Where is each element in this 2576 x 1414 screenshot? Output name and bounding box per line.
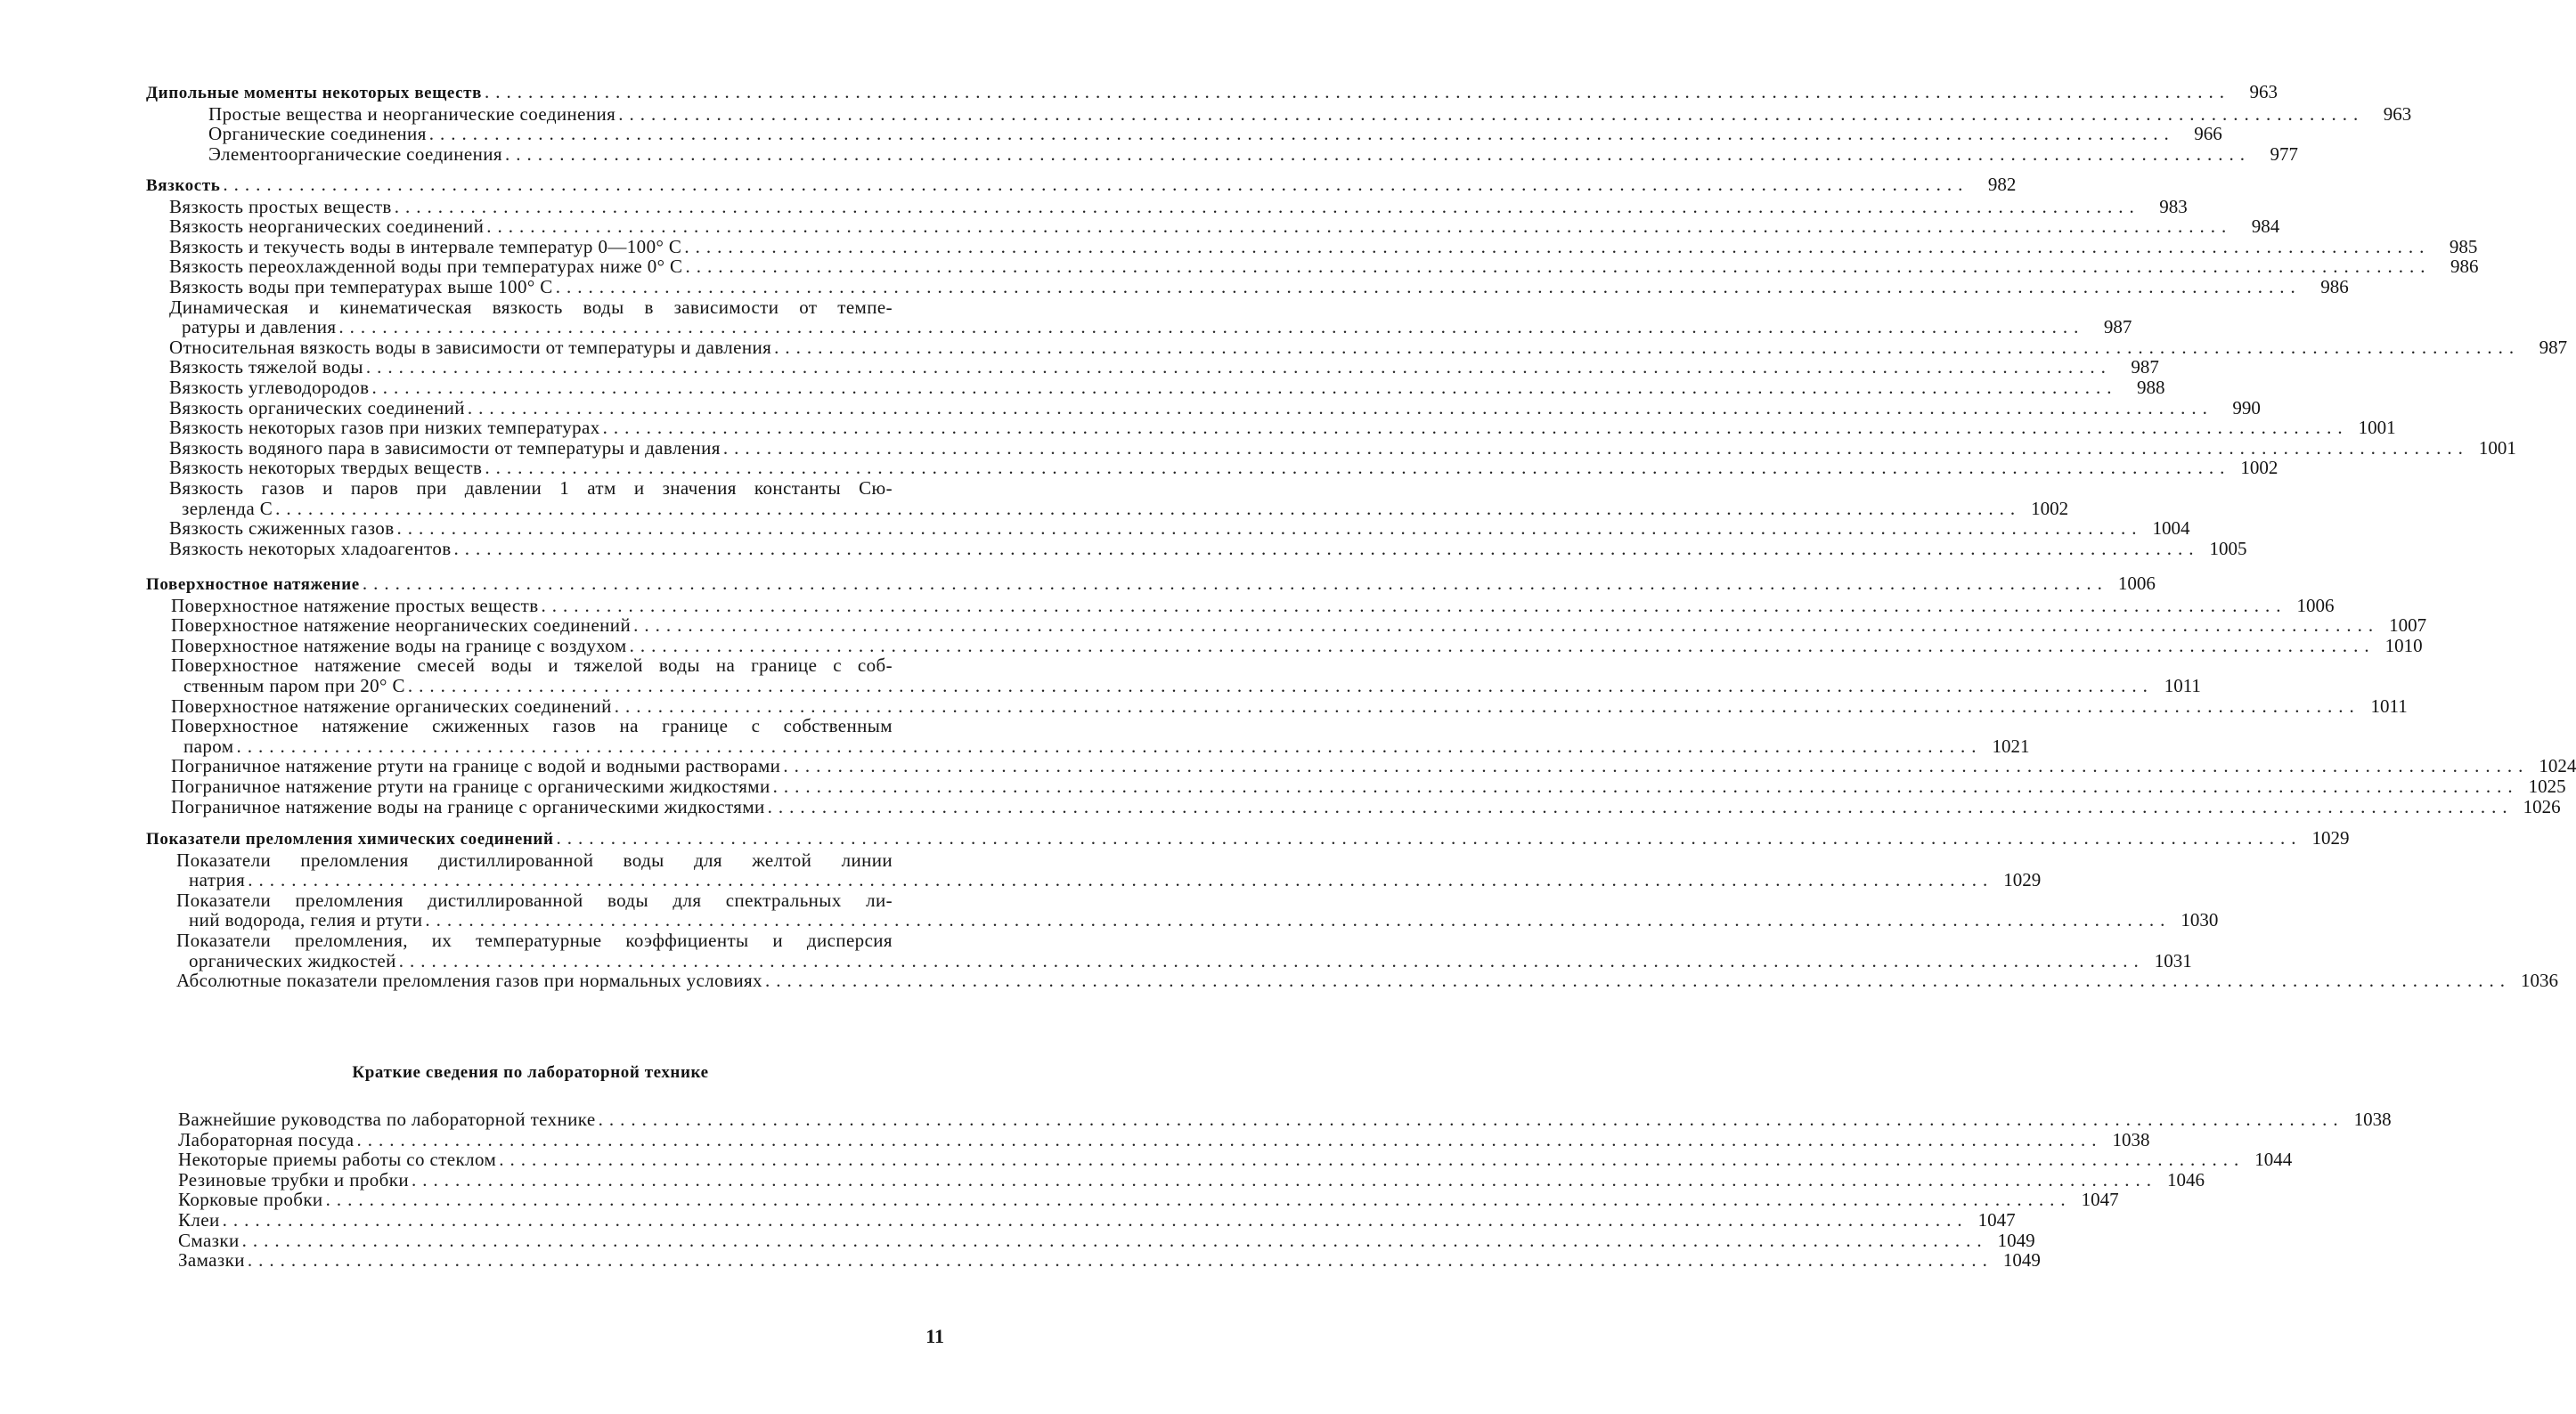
page-ref: 987: [2103, 316, 2132, 338]
toc-entry-wrapped: [146, 929, 2192, 971]
entry-text: Пограничное натяжение воды на границе с органическими жидкостями: [171, 795, 765, 817]
entry-text: Вязкость неорганических соединений: [169, 215, 485, 238]
entry-text-line: Показатели преломления дистиллированной воды для желтой линии: [176, 849, 893, 871]
toc-entry: [146, 537, 2247, 559]
toc-heading: [146, 81, 2278, 104]
heading-text: Поверхностное натяжение: [146, 575, 360, 594]
page-ref: 1046: [2166, 1168, 2205, 1191]
toc-entry: [146, 634, 2423, 656]
toc-entry: [146, 275, 2349, 297]
page-ref: 988: [2136, 376, 2165, 398]
toc-section-surface-tension: [146, 573, 2576, 817]
leader-dots: ................................................................................................................................................................: [772, 775, 2519, 797]
entry-text: Органические соединения: [208, 123, 427, 145]
toc-heading: [146, 827, 2350, 850]
entry-text: Резиновые трубки и пробки: [178, 1168, 409, 1191]
page-ref: 982: [1987, 174, 2017, 195]
entry-text: органических жидкостей: [189, 949, 396, 971]
entry-text: Поверхностное натяжение воды на границе с воздухом: [171, 634, 627, 656]
entry-text: Лабораторная посуда: [178, 1128, 355, 1150]
entry-text: Важнейшие руководства по лабораторной технике: [178, 1109, 596, 1130]
page-number: 11: [925, 1325, 944, 1347]
leader-dots: ................................................................................................................................................................: [325, 1189, 2072, 1211]
page-ref: 1031: [2154, 949, 2192, 971]
leader-dots: ................................................................................................................................................................: [685, 256, 2432, 278]
leader-dots: ................................................................................................................................................................: [684, 235, 2431, 257]
entry-text: Поверхностное натяжение простых веществ: [171, 594, 539, 616]
toc-entry: [146, 457, 2278, 479]
toc-entry: [146, 795, 2561, 817]
page-ref: 1006: [2117, 573, 2156, 594]
page-ref: 987: [2131, 356, 2159, 378]
leader-dots: ................................................................................................................................................................: [411, 1168, 2157, 1191]
toc-entry: [146, 970, 2558, 992]
leader-dots: ................................................................................................................................................................: [467, 396, 2213, 419]
toc-entry: [146, 1229, 2035, 1251]
entry-text-line: Вязкость газов и паров при давлении 1 атм и значения константы Сю-: [169, 476, 893, 499]
entry-text: Вязкость воды при температурах выше 100° С: [169, 275, 553, 297]
leader-dots: ................................................................................................................................................................: [541, 594, 2287, 616]
page-ref: 1029: [2311, 827, 2350, 849]
leader-dots: ................................................................................................................................................................: [764, 970, 2511, 992]
leader-dots: ................................................................................................................................................................: [247, 1249, 1993, 1272]
page-ref: 1029: [2003, 869, 2042, 891]
page-ref: 1001: [2478, 436, 2516, 459]
toc-entry: [146, 376, 2165, 398]
leader-dots: ................................................................................................................................................................: [774, 336, 2521, 358]
toc-entry: [146, 102, 2412, 125]
leader-dots: ................................................................................................................................................................: [222, 1208, 1969, 1231]
toc-entry: [146, 1189, 2119, 1211]
entry-text: Вязкость и текучесть воды в интервале температур 0—100° С: [169, 235, 682, 257]
toc-heading: [146, 174, 2017, 197]
entry-text: Клеи: [178, 1208, 220, 1231]
toc-entry: [146, 235, 2478, 257]
leader-dots: ................................................................................................................................................................: [633, 614, 2380, 637]
toc-section-viscosity: [146, 174, 2568, 559]
entry-text: Вязкость сжиженных газов: [169, 517, 395, 540]
toc-entry: [146, 755, 2576, 777]
leader-dots: ................................................................................................................................................................: [722, 436, 2469, 459]
leader-dots: ................................................................................................................................................................: [504, 142, 2251, 165]
leader-dots: ................................................................................................................................................................: [484, 81, 2230, 102]
entry-text-line: Показатели преломления дистиллированной воды для спектральных ли-: [176, 889, 893, 911]
leader-dots: ................................................................................................................................................................: [555, 275, 2302, 297]
lab-section-title: Краткие сведения по лабораторной технике: [352, 1063, 709, 1082]
entry-continuation: [171, 674, 2201, 696]
leader-dots: ................................................................................................................................................................: [598, 1109, 2344, 1130]
page-ref: 1038: [2112, 1128, 2150, 1150]
entry-text: Вязкость тяжелой воды: [169, 356, 363, 378]
toc-entry-wrapped: [146, 889, 2219, 931]
entry-text: ратуры и давления: [182, 316, 337, 338]
leader-dots: ................................................................................................................................................................: [248, 869, 1994, 891]
page-ref: 1002: [2240, 457, 2278, 479]
page-ref: 1049: [1997, 1229, 2035, 1251]
page-ref: 1047: [1977, 1208, 2016, 1231]
leader-dots: ................................................................................................................................................................: [236, 735, 1983, 757]
leader-dots: ................................................................................................................................................................: [362, 573, 2108, 594]
entry-continuation: [169, 497, 2069, 519]
entry-text: Пограничное натяжение ртути на границе с органическими жидкостями: [171, 775, 770, 797]
entry-text-line: Показатели преломления, их температурные коэффициенты и дисперсия: [176, 929, 893, 951]
entry-text: Некоторые приемы работы со стеклом: [178, 1149, 497, 1171]
entry-continuation: [176, 909, 2219, 931]
toc-entry: [146, 417, 2396, 439]
page-ref: 977: [2270, 142, 2298, 165]
entry-text: Простые вещества и неорганические соединения: [208, 102, 616, 125]
entry-text: Вязкость органических соединений: [169, 396, 465, 419]
page-ref: 1011: [2370, 695, 2408, 717]
entry-text: Вязкость простых веществ: [169, 195, 392, 217]
toc-section-dipole: [146, 81, 2412, 165]
entry-text: зерленда С: [182, 497, 273, 519]
toc-entry-wrapped: [146, 715, 2030, 757]
page-ref: 966: [2194, 123, 2222, 145]
entry-text: Смазки: [178, 1229, 240, 1251]
entry-text: Вязкость переохлажденной воды при температурах ниже 0° С: [169, 256, 683, 278]
page-ref: 1007: [2389, 614, 2427, 637]
toc-entry: [146, 396, 2261, 419]
toc-entry: [146, 142, 2298, 165]
toc-entry: [146, 695, 2408, 717]
leader-dots: ................................................................................................................................................................: [614, 695, 2360, 717]
entry-text: Элементоорганические соединения: [208, 142, 502, 165]
leader-dots: ................................................................................................................................................................: [486, 215, 2233, 238]
leader-dots: ................................................................................................................................................................: [407, 674, 2154, 696]
page-ref: 1004: [2152, 517, 2190, 540]
page-ref: 1006: [2296, 594, 2335, 616]
page-ref: 990: [2232, 396, 2261, 419]
toc-entry: [146, 1128, 2150, 1150]
page-ref: 1002: [2031, 497, 2069, 519]
toc-section-refraction: [146, 827, 2558, 992]
entry-text: Вязкость некоторых газов при низких температурах: [169, 417, 600, 439]
page-ref: 1047: [2081, 1189, 2119, 1211]
page-ref: 1001: [2358, 417, 2396, 439]
toc-entry: [146, 356, 2159, 378]
toc-entry: [146, 123, 2222, 145]
entry-continuation: [176, 869, 2042, 891]
page-ref: 984: [2251, 215, 2280, 238]
leader-dots: ................................................................................................................................................................: [398, 949, 2145, 971]
entry-continuation: [171, 735, 2030, 757]
entry-text: Вязкость водяного пара в зависимости от температуры и давления: [169, 436, 721, 459]
entry-continuation: [169, 316, 2132, 338]
leader-dots: ................................................................................................................................................................: [602, 417, 2349, 439]
entry-text: натрия: [189, 869, 246, 891]
page-ref: 987: [2539, 336, 2568, 358]
toc-entry-wrapped: [146, 654, 2201, 696]
toc-entry-wrapped: [146, 476, 2069, 519]
leader-dots: ................................................................................................................................................................: [394, 195, 2140, 217]
page-ref: 963: [2383, 102, 2412, 125]
entry-text: Вязкость некоторых твердых веществ: [169, 457, 483, 479]
page-ref: 1021: [1992, 735, 2030, 757]
entry-text: Относительная вязкость воды в зависимости от температуры и давления: [169, 336, 772, 358]
page-ref: 963: [2249, 81, 2278, 102]
heading-text: Показатели преломления химических соединений: [146, 830, 554, 849]
entry-text-line: Динамическая и кинематическая вязкость воды в зависимости от темпе-: [169, 296, 893, 318]
toc-entry: [146, 215, 2280, 238]
leader-dots: ................................................................................................................................................................: [396, 517, 2143, 540]
page-ref: 1044: [2254, 1149, 2293, 1171]
leader-dots: ................................................................................................................................................................: [453, 537, 2200, 559]
toc-entry: [146, 436, 2516, 459]
leader-dots: ................................................................................................................................................................: [241, 1229, 1988, 1251]
leader-dots: ................................................................................................................................................................: [338, 316, 2085, 338]
leader-dots: ................................................................................................................................................................: [371, 376, 2118, 398]
entry-text: ственным паром при 20° С: [183, 674, 405, 696]
entry-text: Замазки: [178, 1249, 245, 1272]
page-ref: 1025: [2528, 775, 2566, 797]
page-ref: 986: [2320, 275, 2349, 297]
page-ref: 1036: [2520, 970, 2558, 992]
toc-entry: [146, 517, 2190, 540]
toc-entry: [146, 1249, 2041, 1272]
entry-text: Поверхностное натяжение неорганических соединений: [171, 614, 632, 637]
toc-entry: [146, 1109, 2392, 1130]
entry-continuation: [176, 949, 2192, 971]
page-ref: 1030: [2181, 909, 2219, 931]
leader-dots: ................................................................................................................................................................: [618, 102, 2365, 125]
toc-entry: [146, 195, 2188, 217]
toc-entry: [146, 1208, 2016, 1231]
toc-entry-wrapped: [146, 849, 2042, 891]
entry-text: Пограничное натяжение ртути на границе с водой и водными растворами: [171, 755, 781, 777]
toc-entry: [146, 1149, 2293, 1171]
entry-text: Абсолютные показатели преломления газов при нормальных условиях: [176, 970, 762, 992]
entry-text: Корковые пробки: [178, 1189, 323, 1211]
page-ref: 1049: [2002, 1249, 2041, 1272]
leader-dots: ................................................................................................................................................................: [767, 795, 2514, 817]
page-ref: 1010: [2384, 634, 2423, 656]
entry-text: Вязкость некоторых хладоагентов: [169, 537, 452, 559]
leader-dots: ................................................................................................................................................................: [275, 497, 2022, 519]
toc-entry: [146, 594, 2335, 616]
leader-dots: ................................................................................................................................................................: [428, 123, 2175, 145]
leader-dots: ................................................................................................................................................................: [356, 1128, 2103, 1150]
page-ref: 1038: [2353, 1109, 2392, 1130]
page-ref: 1026: [2523, 795, 2561, 817]
toc-entry: [146, 1168, 2205, 1191]
leader-dots: ................................................................................................................................................................: [556, 827, 2303, 849]
toc-entry: [146, 336, 2568, 358]
page-ref: 1005: [2209, 537, 2247, 559]
page-ref: 983: [2159, 195, 2188, 217]
toc-entry-wrapped: [146, 296, 2132, 338]
leader-dots: ................................................................................................................................................................: [499, 1149, 2246, 1171]
leader-dots: ................................................................................................................................................................: [425, 909, 2172, 931]
entry-text: Вязкость углеводородов: [169, 376, 370, 398]
leader-dots: ................................................................................................................................................................: [783, 755, 2530, 777]
toc-entry: [146, 256, 2479, 278]
leader-dots: ................................................................................................................................................................: [629, 634, 2376, 656]
leader-dots: ................................................................................................................................................................: [223, 174, 1969, 195]
entry-text-line: Поверхностное натяжение смесей воды и тяжелой воды на границе с соб-: [171, 654, 893, 677]
page-ref: 986: [2450, 256, 2479, 278]
page-ref: 985: [2449, 235, 2478, 257]
toc-entry: [146, 614, 2427, 637]
leader-dots: ................................................................................................................................................................: [485, 457, 2231, 479]
toc-entry: [146, 775, 2566, 797]
entry-text: паром: [183, 735, 234, 757]
entry-text: ний водорода, гелия и ртути: [189, 909, 423, 931]
leader-dots: ................................................................................................................................................................: [365, 356, 2112, 378]
toc-section-lab: [146, 1109, 2392, 1272]
heading-text: Дипольные моменты некоторых веществ: [146, 84, 482, 102]
heading-text: Вязкость: [146, 176, 221, 195]
entry-text: Поверхностное натяжение органических соединений: [171, 695, 612, 717]
entry-text-line: Поверхностное натяжение сжиженных газов на границе с собственным: [171, 715, 893, 737]
page-ref: 1024: [2539, 755, 2576, 777]
page-ref: 1011: [2164, 674, 2201, 696]
toc-heading: [146, 573, 2156, 596]
